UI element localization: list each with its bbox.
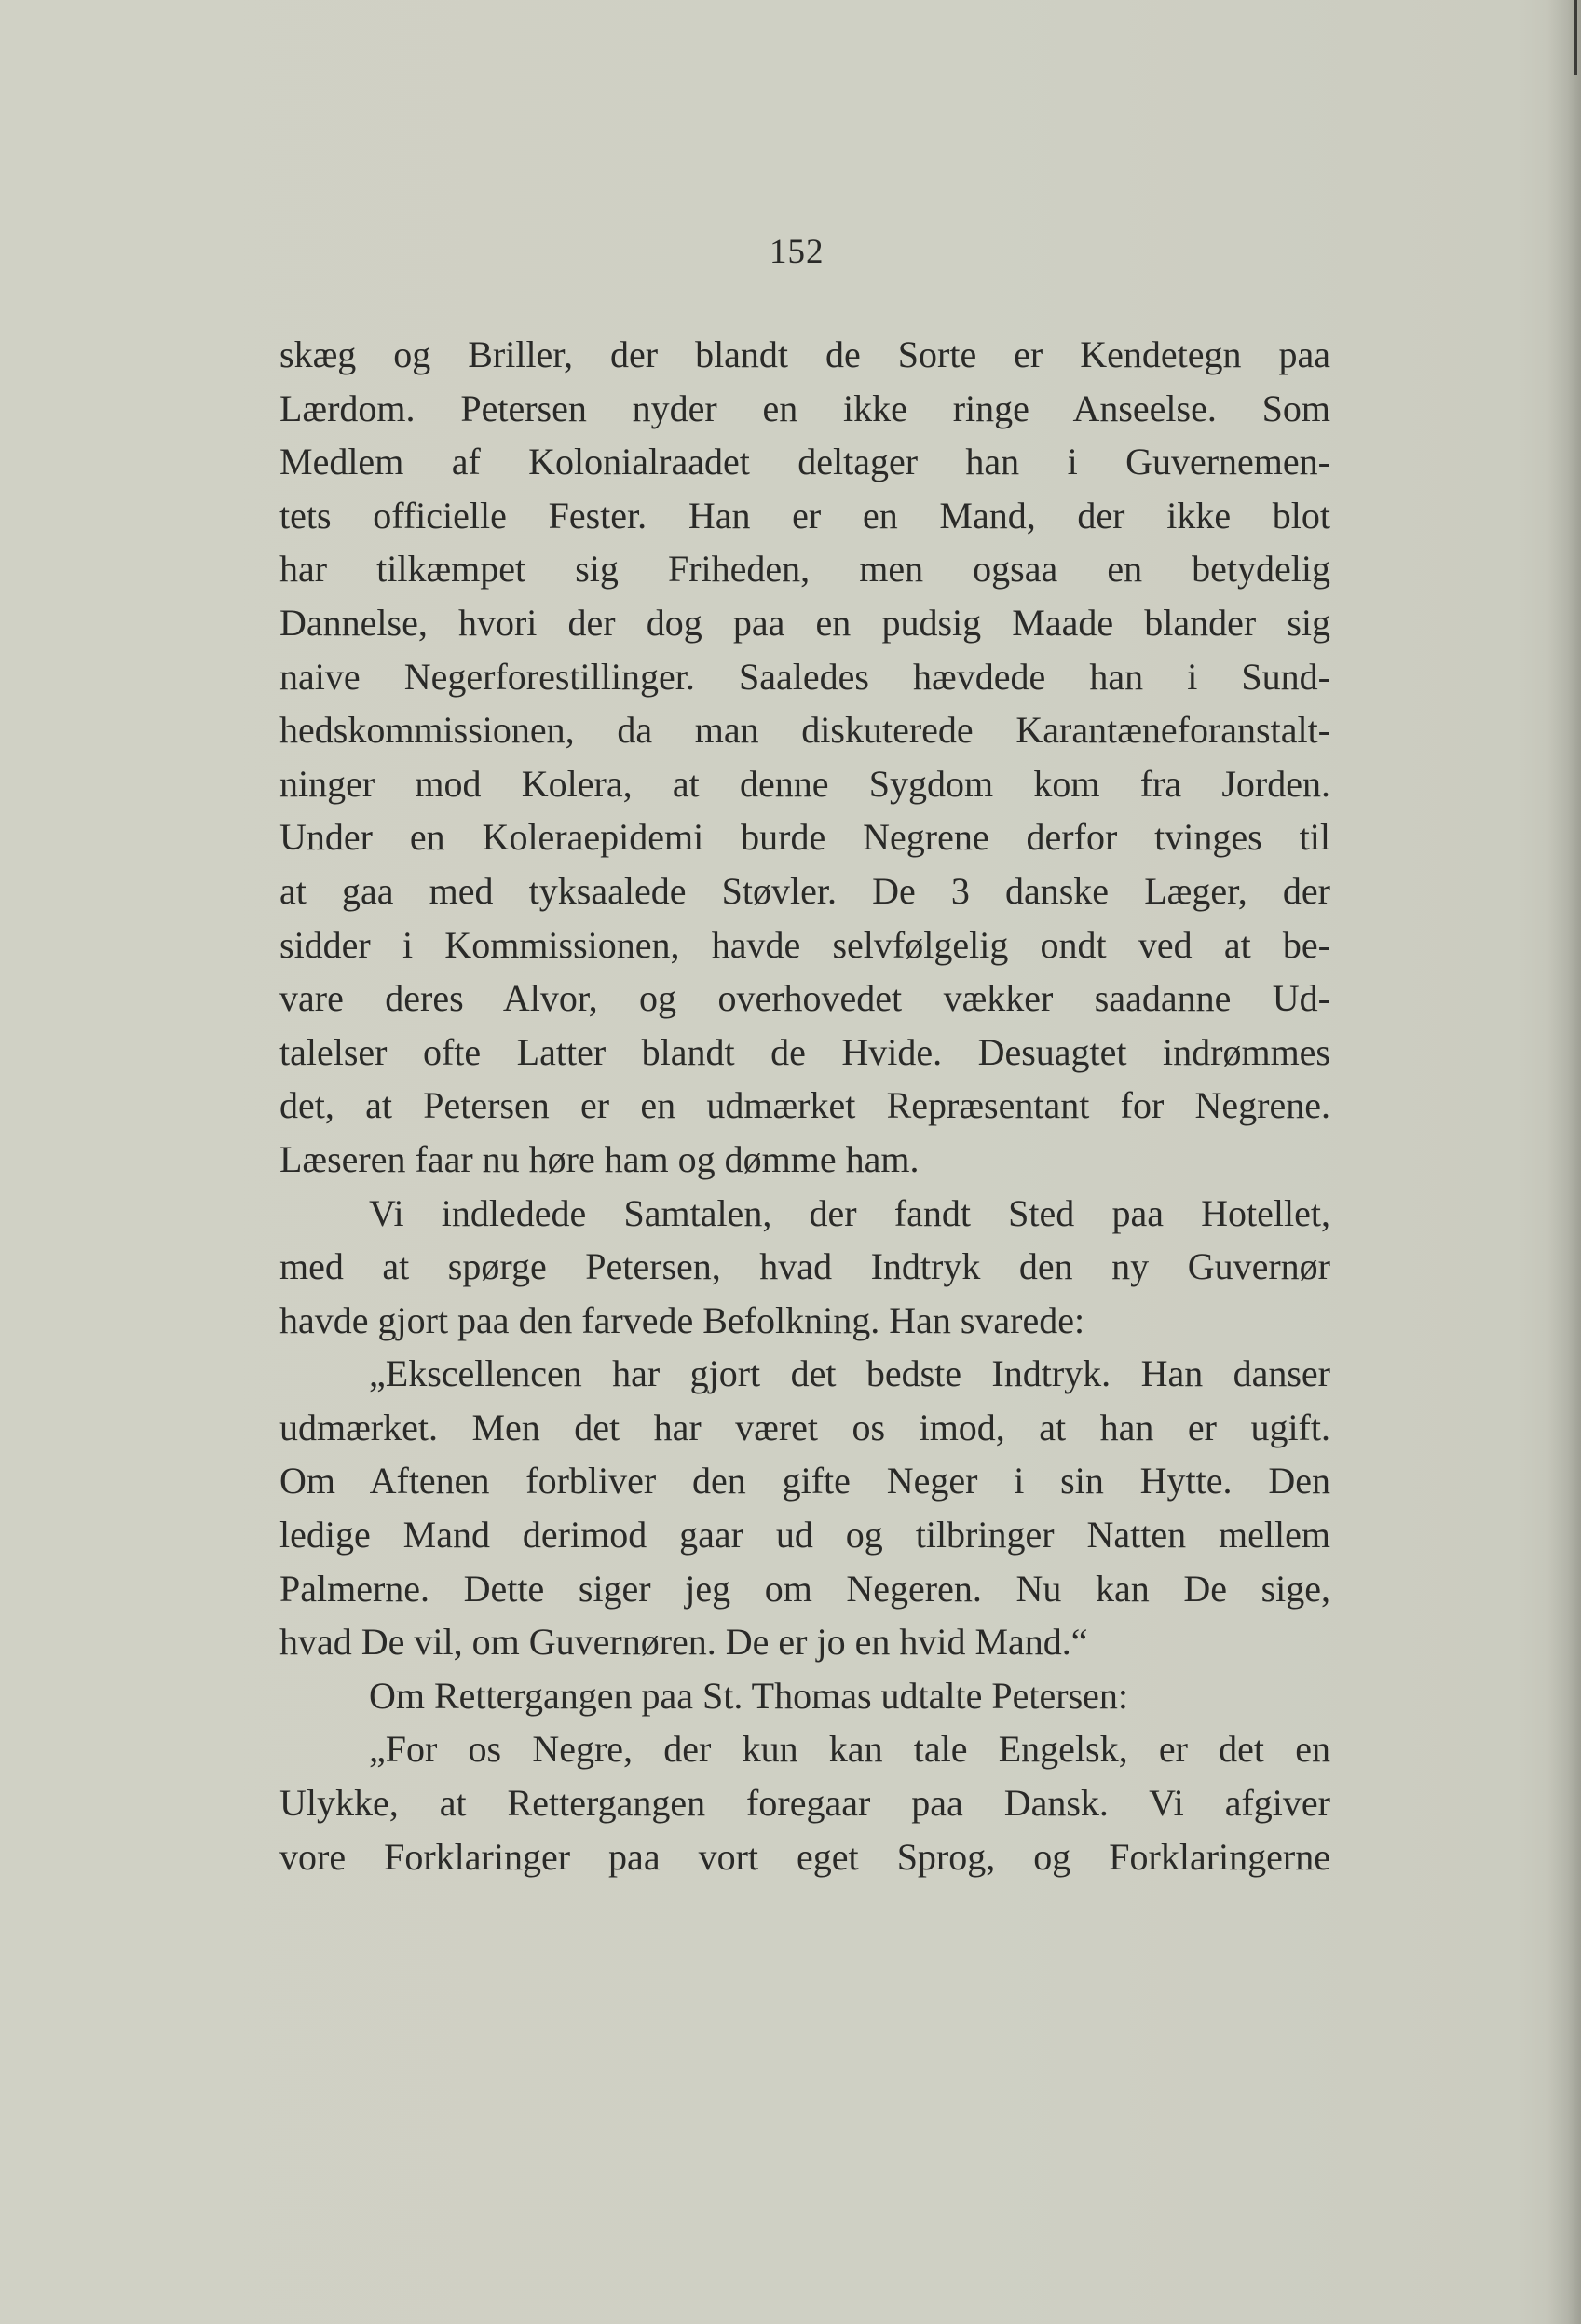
text-line: vare deres Alvor, og overhovedet vækker saadanne Ud-	[279, 977, 1330, 1020]
text-line: ninger mod Kolera, at denne Sygdom kom fra Jorden.	[279, 762, 1330, 805]
text-line: havde gjort paa den farvede Befolkning. Han svarede:	[279, 1298, 1085, 1341]
text-line: udmærket. Men det har været os imod, at han er ugift.	[279, 1406, 1330, 1448]
text-line: Medlem af Kolonialraadet deltager han i Guvernemen-	[279, 441, 1330, 483]
page-edge-mark	[1574, 0, 1577, 75]
text-line: Ulykke, at Rettergangen foregaar paa Dansk. Vi afgiver	[279, 1782, 1330, 1825]
text-line: ledige Mand derimod gaar ud og tilbringer Natten mellem	[279, 1514, 1330, 1556]
text-line: naive Negerforestillinger. Saaledes hævdede han i Sund-	[279, 655, 1330, 698]
text-line: Under en Koleraepidemi burde Negrene derfor tvinges til	[279, 816, 1330, 859]
text-line: „Ekscellencen har gjort det bedste Indtryk. Han danser	[369, 1352, 1330, 1395]
text-line: hedskommissionen, da man diskuterede Karantæneforanstalt-	[279, 709, 1330, 752]
text-line: Lærdom. Petersen nyder en ikke ringe Anseelse. Som	[279, 387, 1330, 429]
text-line: sidder i Kommissionen, havde selvfølgelig ondt ved at be-	[279, 923, 1330, 966]
text-line: det, at Petersen er en udmærket Repræsentant for Negrene.	[279, 1084, 1330, 1127]
text-line: „For os Negre, der kun kan tale Engelsk, er det en	[369, 1728, 1330, 1771]
text-line: tets officielle Fester. Han er en Mand, der ikke blot	[279, 494, 1330, 537]
text-line: skæg og Briller, der blandt de Sorte er Kendetegn paa	[279, 333, 1330, 375]
body-text	[279, 328, 1330, 1883]
text-line: Om Rettergangen paa St. Thomas udtalte Petersen:	[369, 1674, 1128, 1717]
text-line: Om Aftenen forbliver den gifte Neger i sin Hytte. Den	[279, 1460, 1330, 1502]
text-line: Palmerne. Dette siger jeg om Negeren. Nu kan De sige,	[279, 1567, 1330, 1610]
text-line: har tilkæmpet sig Friheden, men ogsaa en betydelig	[279, 548, 1330, 591]
text-line: Vi indledede Samtalen, der fandt Sted paa Hotellet,	[369, 1191, 1330, 1234]
text-line: Læseren faar nu høre ham og dømme ham.	[279, 1137, 920, 1180]
text-line: vore Forklaringer paa vort eget Sprog, og Forklaringerne	[279, 1835, 1330, 1878]
text-line: hvad De vil, om Guvernøren. De er jo en hvid Mand.“	[279, 1621, 1088, 1664]
text-line: Dannelse, hvori der dog paa en pudsig Maade blander sig	[279, 601, 1330, 644]
page-edge-shadow	[1547, 0, 1581, 2324]
page-number: 152	[770, 233, 825, 271]
text-line: talelser ofte Latter blandt de Hvide. Desuagtet indrømmes	[279, 1030, 1330, 1073]
text-line: at gaa med tyksaalede Støvler. De 3 danske Læger, der	[279, 869, 1330, 912]
text-line: med at spørge Petersen, hvad Indtryk den ny Guvernør	[279, 1245, 1330, 1288]
